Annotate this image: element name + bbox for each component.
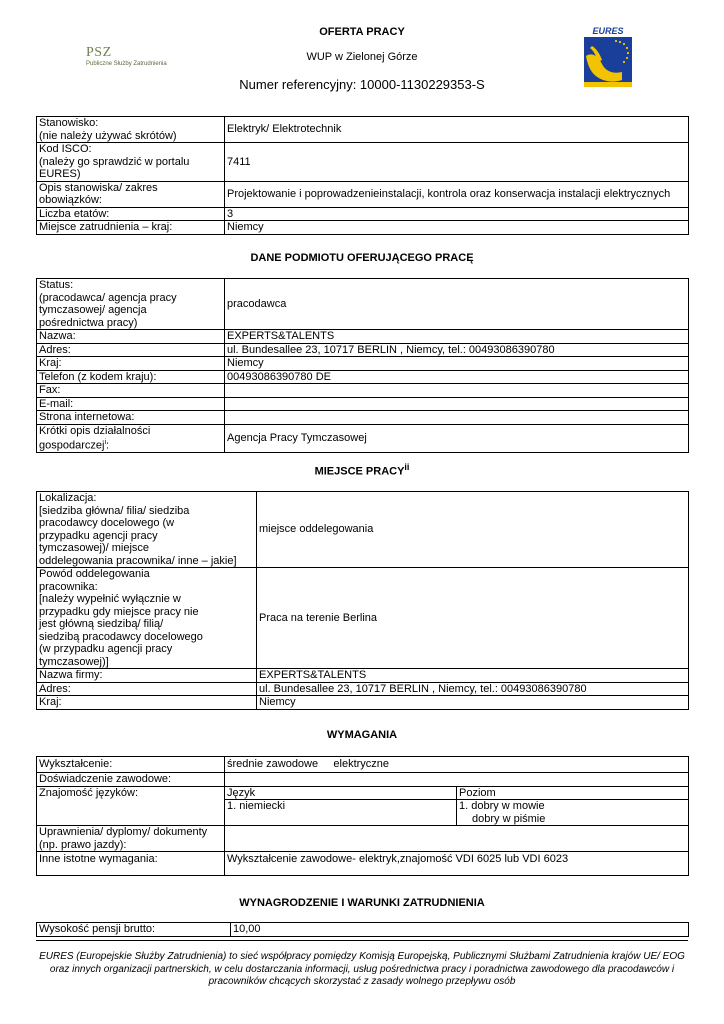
- footer-divider: [36, 940, 688, 941]
- education-label: Wykształcenie:: [37, 757, 225, 773]
- phone-label: Telefon (z kodem kraju):: [37, 370, 225, 384]
- reason-label: Powód oddelegowania pracownika: [należy wypełnić wyłącznie w przypadku gdy miejsce pracy nie jest główną siedzibą/ filią/ siedzibą pracodawcy docelowego (w przypadku agencji pracy tymczasowej)]: [37, 568, 257, 669]
- country-value: Niemcy: [225, 357, 689, 371]
- language-name: 1. niemiecki: [225, 800, 457, 826]
- table-row: [37, 397, 689, 411]
- table-row: [37, 923, 689, 937]
- country-value: Niemcy: [257, 696, 689, 710]
- eures-logo-graphic: [582, 26, 634, 90]
- salary-heading: WYNAGRODZENIE I WARUNKI ZATRUDNIENIA: [239, 897, 485, 909]
- location-label: Lokalizacja: [siedziba główna/ filia/ siedziba pracodawcy docelowego (w przypadku agencji pracy tymczasowej)/ miejsce oddelegowania pracownika/ inne – jakie]: [37, 492, 257, 568]
- psz-logo-subtitle: Publiczne Służby Zatrudnienia: [86, 61, 167, 67]
- table-row: [37, 696, 689, 710]
- table-row: [37, 330, 689, 344]
- table-row: [37, 207, 689, 221]
- fte-label: Liczba etatów:: [37, 207, 225, 221]
- country-label: Kraj:: [37, 696, 257, 710]
- table-row: [37, 852, 689, 876]
- language-level: 1. dobry w mowie dobry w piśmie: [457, 800, 689, 826]
- website-value: [225, 411, 689, 425]
- table-row: [37, 682, 689, 696]
- table-row: [37, 773, 689, 787]
- address-label: Adres:: [37, 682, 257, 696]
- employer-heading: DANE PODMIOTU OFERUJĄCEGO PRACĘ: [250, 252, 474, 264]
- description-value: Projektowanie i poprowadzenieinstalacji, kontrola oraz konserwacja instalacji elektrycznych: [225, 181, 689, 207]
- table-row: [37, 143, 689, 182]
- position-value: Elektryk/ Elektrotechnik: [225, 117, 689, 143]
- email-label: E-mail:: [37, 397, 225, 411]
- language-column-header: Język: [225, 786, 457, 800]
- isco-value: 7411: [225, 143, 689, 182]
- fax-value: [225, 384, 689, 398]
- table-row: [37, 826, 689, 852]
- table-row: [37, 221, 689, 235]
- isco-label: Kod ISCO: (należy go sprawdzić w portalu EURES): [37, 143, 225, 182]
- job-table: [36, 116, 689, 235]
- other-requirements-value: Wykształcenie zawodowe- elektryk,znajomość VDI 6025 lub VDI 6023: [225, 852, 689, 876]
- eures-logo-text: EURES: [592, 26, 624, 36]
- permissions-label: Uprawnienia/ dyplomy/ dokumenty (np. prawo jazdy):: [37, 826, 225, 852]
- gross-salary-label: Wysokość pensji brutto:: [37, 923, 231, 937]
- table-row: [37, 411, 689, 425]
- table-row: [37, 357, 689, 371]
- table-row: [37, 370, 689, 384]
- activity-label: Krótki opis działalności gospodarczej$^i$:: [37, 424, 225, 453]
- table-row: [37, 492, 689, 568]
- table-row: [37, 117, 689, 143]
- gross-salary-value: 10,00: [231, 923, 689, 937]
- position-label: Stanowisko: (nie należy używać skrótów): [37, 117, 225, 143]
- location-value: miejsce oddelegowania: [257, 492, 689, 568]
- status-value: pracodawca: [225, 279, 689, 330]
- table-row: [37, 384, 689, 398]
- table-row: [37, 669, 689, 683]
- fax-label: Fax:: [37, 384, 225, 398]
- other-requirements-label: Inne istotne wymagania:: [37, 852, 225, 876]
- country-label: Kraj:: [37, 357, 225, 371]
- name-value: EXPERTS&TALENTS: [225, 330, 689, 344]
- experience-label: Doświadczenie zawodowe:: [37, 773, 225, 787]
- country-label: Miejsce zatrudnienia – kraj:: [37, 221, 225, 235]
- address-label: Adres:: [37, 343, 225, 357]
- permissions-value: [225, 826, 689, 852]
- description-label: Opis stanowiska/ zakres obowiązków:: [37, 181, 225, 207]
- status-label: Status: (pracodawca/ agencja pracy tymczasowej/ agencja pośrednictwa pracy): [37, 279, 225, 330]
- table-row: [37, 568, 689, 669]
- workplace-heading: MIEJSCE PRACY$^{ii}$: [314, 462, 410, 478]
- table-row: [37, 279, 689, 330]
- reason-value: Praca na terenie Berlina: [257, 568, 689, 669]
- employer-table: [36, 278, 689, 453]
- activity-value: Agencja Pracy Tymczasowej: [225, 424, 689, 453]
- languages-label: Znajomość języków:: [37, 786, 225, 826]
- company-label: Nazwa firmy:: [37, 669, 257, 683]
- eures-logo: [582, 26, 634, 90]
- requirements-table: [36, 756, 689, 876]
- website-label: Strona internetowa:: [37, 411, 225, 425]
- document-title: OFERTA PRACY: [319, 26, 405, 38]
- table-row: [37, 343, 689, 357]
- level-column-header: Poziom: [457, 786, 689, 800]
- requirements-heading: WYMAGANIA: [326, 729, 398, 741]
- salary-table: [36, 922, 689, 937]
- country-value: Niemcy: [225, 221, 689, 235]
- workplace-table: [36, 491, 689, 710]
- address-value: ul. Bundesallee 23, 10717 BERLIN , Niemcy, tel.: 00493086390780: [225, 343, 689, 357]
- table-row: [37, 424, 689, 453]
- education-value: średnie zawodowe elektryczne: [225, 757, 689, 773]
- reference-number: Numer referencyjny: 10000-1130229353-S: [239, 77, 485, 92]
- company-value: EXPERTS&TALENTS: [257, 669, 689, 683]
- name-label: Nazwa:: [37, 330, 225, 344]
- fte-value: 3: [225, 207, 689, 221]
- email-value: [225, 397, 689, 411]
- footer-text: EURES (Europejskie Służby Zatrudnienia) to sieć współpracy pomiędzy Komisją Europejską, Publicznymi Służbami Zatrudnienia krajów UE/ EOG oraz innych organizacji partnerskich, w celu dostarczania informacji, usług pośrednictwa pracy i poradnictwa zawodowego dla pracodawców i pracowników chcących skorzystać z zasady wolnego przepływu osób: [39, 951, 685, 987]
- office-name: WUP w Zielonej Górze: [306, 51, 418, 63]
- psz-logo-text: PSZ: [86, 45, 112, 60]
- table-row: [37, 181, 689, 207]
- table-row: [37, 786, 689, 800]
- phone-value: 00493086390780 DE: [225, 370, 689, 384]
- table-row: [37, 757, 689, 773]
- footnote-marker: ii: [404, 462, 410, 472]
- address-value: ul. Bundesallee 23, 10717 BERLIN , Niemcy, tel.: 00493086390780: [257, 682, 689, 696]
- experience-value: [225, 773, 689, 787]
- footnote-marker: i: [104, 439, 106, 446]
